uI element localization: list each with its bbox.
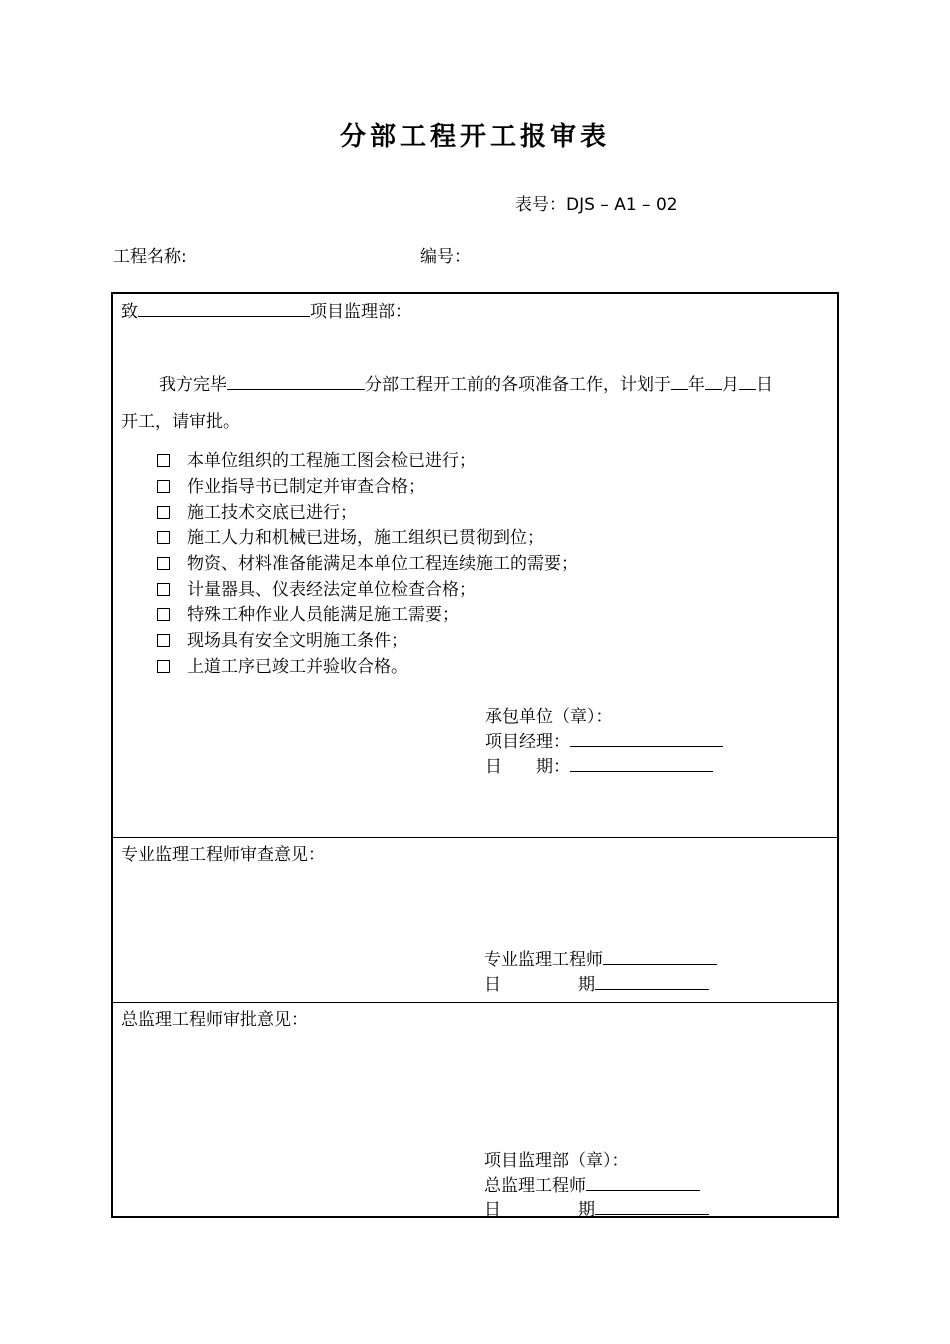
subproject-blank[interactable] bbox=[227, 373, 365, 390]
supervision-dept-seal-label: 项目监理部（章）： bbox=[484, 1151, 629, 1171]
addressee-line bbox=[121, 297, 412, 322]
section-divider bbox=[113, 1002, 837, 1003]
engineer-signature-blank[interactable] bbox=[603, 948, 717, 965]
project-name-label: 工程名称: bbox=[113, 247, 187, 267]
checklist-item: 计量器具、仪表经法定单位检查合格； bbox=[157, 575, 476, 600]
chief-date-blank[interactable] bbox=[595, 1198, 709, 1215]
to-suffix: 项目监理部： bbox=[310, 302, 412, 322]
checkbox[interactable] bbox=[157, 660, 170, 673]
engineer-date-blank[interactable] bbox=[595, 973, 709, 990]
serial-number-label: 编号： bbox=[420, 247, 471, 267]
month-blank[interactable] bbox=[705, 373, 722, 390]
chief-signature-line bbox=[484, 1171, 700, 1196]
engineer-date-line: 日 期 bbox=[484, 970, 709, 995]
manager-signature-blank[interactable] bbox=[570, 730, 723, 747]
form-table bbox=[111, 292, 839, 1218]
engineer-review-heading: 专业监理工程师审查意见： bbox=[121, 845, 325, 865]
checklist-item: 作业指导书已制定并审查合格； bbox=[157, 472, 425, 497]
checklist-item: 上道工序已竣工并验收合格。 bbox=[157, 652, 408, 677]
page-title: 分部工程开工报审表 bbox=[339, 122, 610, 152]
section-divider bbox=[113, 837, 837, 838]
day-label: 日 bbox=[756, 375, 773, 395]
checklist-item: 施工人力和机械已进场，施工组织已贯彻到位； bbox=[157, 523, 544, 548]
to-label: 致 bbox=[121, 302, 138, 322]
checklist-item: 本单位组织的工程施工图会检已进行； bbox=[157, 446, 476, 471]
month-label: 月 bbox=[722, 375, 739, 395]
year-label: 年 bbox=[688, 375, 705, 395]
checkbox[interactable] bbox=[157, 583, 170, 596]
chief-signature-blank[interactable] bbox=[586, 1174, 700, 1191]
chief-approval-heading: 总监理工程师审批意见： bbox=[121, 1010, 308, 1030]
chief-label: 总监理工程师 bbox=[484, 1176, 586, 1196]
contractor-seal-label: 承包单位（章）： bbox=[485, 707, 613, 727]
body-prefix: 我方完毕 bbox=[159, 375, 227, 395]
checkbox[interactable] bbox=[157, 634, 170, 647]
manager-label: 项目经理： bbox=[485, 732, 570, 752]
date-label: 日 期： bbox=[485, 757, 570, 777]
checklist-item: 物资、材料准备能满足本单位工程连续施工的需要； bbox=[157, 549, 578, 574]
checkbox[interactable] bbox=[157, 454, 170, 467]
project-manager-line bbox=[485, 727, 723, 752]
checkbox[interactable] bbox=[157, 531, 170, 544]
contractor-date-line bbox=[485, 752, 713, 777]
checklist-item: 特殊工种作业人员能满足施工需要； bbox=[157, 600, 459, 625]
chief-date-line: 日 期 bbox=[484, 1195, 709, 1220]
engineer-signature-line bbox=[484, 945, 717, 970]
checkbox[interactable] bbox=[157, 480, 170, 493]
request-paragraph-line2: 开工，请审批。 bbox=[121, 412, 240, 432]
form-number: 表号：DJS – A1 – 02 bbox=[515, 195, 678, 215]
checkbox[interactable] bbox=[157, 608, 170, 621]
checklist-item: 施工技术交底已进行； bbox=[157, 498, 357, 523]
engineer-label: 专业监理工程师 bbox=[484, 950, 603, 970]
contractor-date-blank[interactable] bbox=[570, 755, 713, 772]
checklist-item: 现场具有安全文明施工条件； bbox=[157, 626, 408, 651]
checkbox[interactable] bbox=[157, 557, 170, 570]
body-mid: 分部工程开工前的各项准备工作，计划于 bbox=[365, 375, 671, 395]
request-paragraph bbox=[159, 370, 773, 395]
year-blank[interactable] bbox=[671, 373, 688, 390]
day-blank[interactable] bbox=[739, 373, 756, 390]
checkbox[interactable] bbox=[157, 506, 170, 519]
addressee-blank[interactable] bbox=[138, 300, 310, 317]
